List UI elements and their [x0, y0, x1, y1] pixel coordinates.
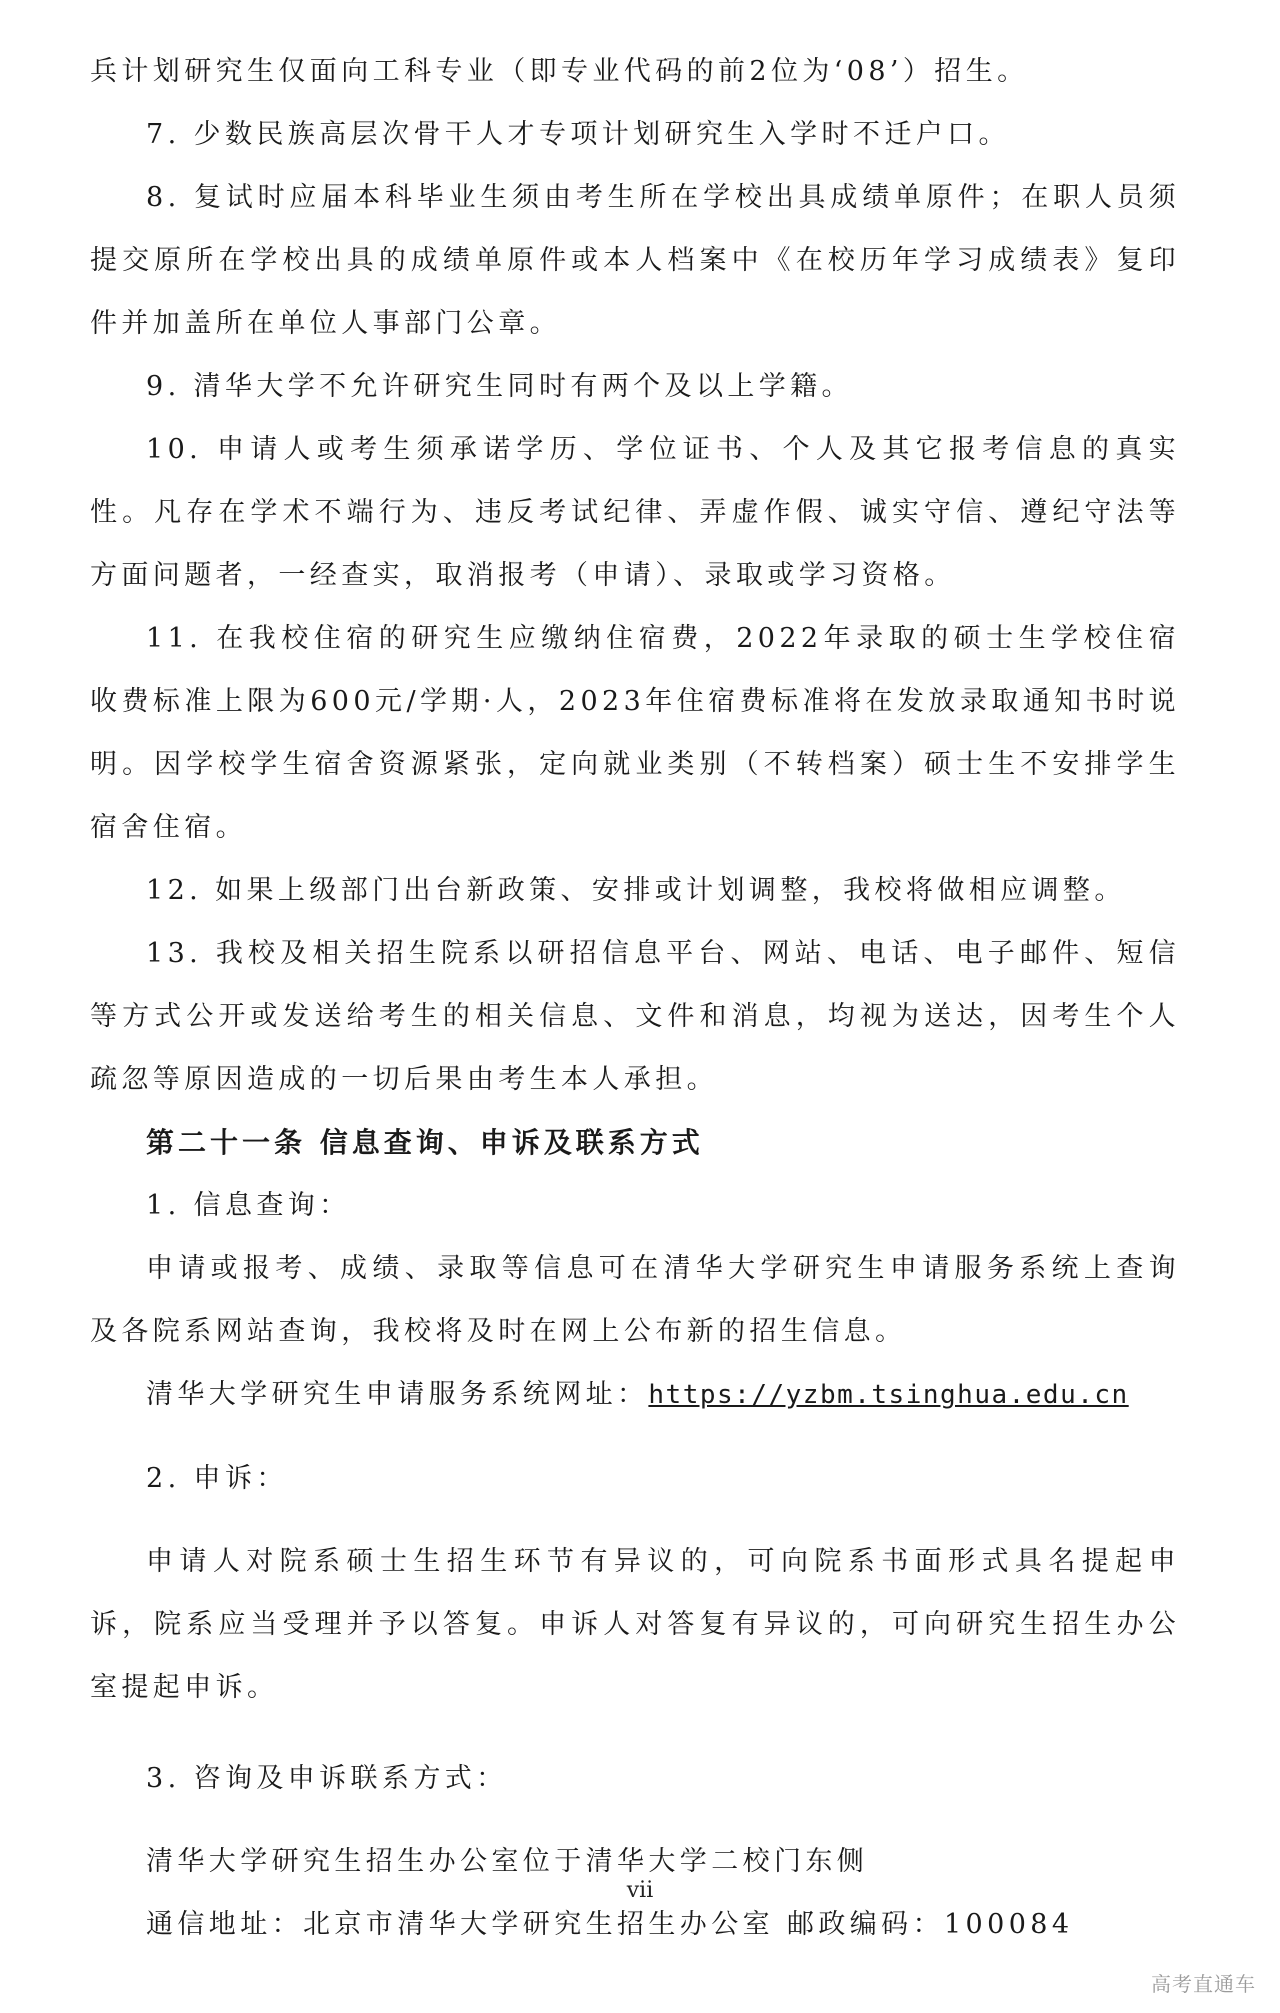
paragraph-item-11: 11. 在我校住宿的研究生应缴纳住宿费，2022年录取的硕士生学校住宿收费标准上限为600元/学期·人，2023年住宿费标准将在发放录取通知书时说明。因学校学生宿舍资源紧张，定向就业类别（不转档案）硕士生不安排学生宿舍住宿。	[90, 623, 1180, 843]
info-query-body: 申请或报考、成绩、录取等信息可在清华大学研究生申请服务系统上查询及各院系网站查询，我校将及时在网上公布新的招生信息。	[90, 1253, 1180, 1347]
spacer	[90, 1719, 1180, 1747]
appeal-body: 申请人对院系硕士生招生环节有异议的，可向院系书面形式具名提起申诉，院系应当受理并予以答复。申诉人对答复有异议的，可向研究生招生办公室提起申诉。	[90, 1546, 1180, 1703]
info-query-url-label: 清华大学研究生申请服务系统网址：	[146, 1379, 649, 1410]
spacer	[90, 1427, 1180, 1447]
paragraph-continuation: 兵计划研究生仅面向工科专业（即专业代码的前2位为‘08’）招生。	[90, 56, 1029, 87]
paragraph-item-7: 7. 少数民族高层次骨干人才专项计划研究生入学时不迁户口。	[146, 119, 1010, 150]
info-query-title: 1. 信息查询：	[146, 1190, 351, 1221]
document-page	[90, 40, 1180, 1956]
spacer	[90, 1810, 1180, 1830]
paragraph-item-8: 8. 复试时应届本科毕业生须由考生所在学校出具成绩单原件；在职人员须提交原所在学校出具的成绩单原件或本人档案中《在校历年学习成绩表》复印件并加盖所在单位人事部门公章。	[90, 182, 1180, 339]
info-query-url-line	[90, 1363, 1180, 1427]
paragraph-item-10: 10. 申请人或考生须承诺学历、学位证书、个人及其它报考信息的真实性。凡存在学术不端行为、违反考试纪律、弄虚作假、诚实守信、遵纪守法等方面问题者，一经查实，取消报考（申请）、录取或学习资格。	[90, 434, 1180, 591]
contact-address: 通信地址：北京市清华大学研究生招生办公室 邮政编码：100084	[146, 1909, 1074, 1940]
watermark-text: 高考直通车	[1151, 1972, 1256, 1996]
paragraph-item-12: 12. 如果上级部门出台新政策、安排或计划调整，我校将做相应调整。	[146, 875, 1126, 906]
appeal-title: 2. 申诉：	[146, 1463, 288, 1494]
application-system-link[interactable]: https://yzbm.tsinghua.edu.cn	[648, 1380, 1129, 1410]
paragraph-item-13: 13. 我校及相关招生院系以研招信息平台、网站、电话、电子邮件、短信等方式公开或发送给考生的相关信息、文件和消息，均视为送达，因考生个人疏忽等原因造成的一切后果由考生本人承担。	[90, 938, 1180, 1095]
contact-title: 3. 咨询及申诉联系方式：	[146, 1763, 508, 1794]
page-number: vii	[626, 1878, 654, 1903]
spacer	[90, 1510, 1180, 1530]
section-heading: 第二十一条 信息查询、申诉及联系方式	[146, 1126, 704, 1159]
paragraph-item-9: 9. 清华大学不允许研究生同时有两个及以上学籍。	[146, 371, 853, 402]
contact-location: 清华大学研究生招生办公室位于清华大学二校门东侧	[146, 1846, 869, 1877]
